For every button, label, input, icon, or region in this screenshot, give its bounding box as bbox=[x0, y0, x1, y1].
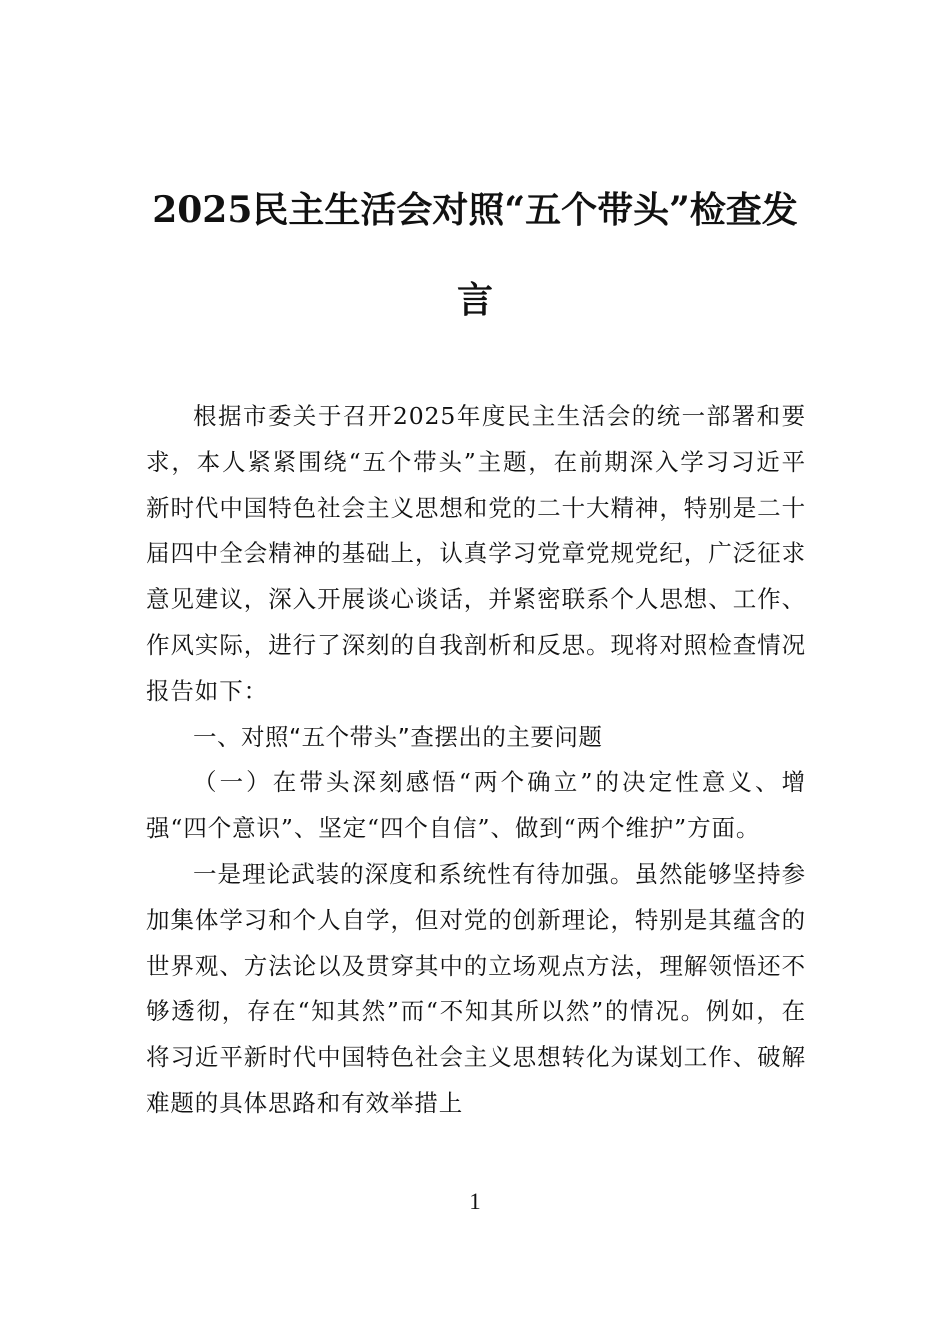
subsection-heading: （一）在带头深刻感悟“两个确立”的决定性意义、增强“四个意识”、坚定“四个自信”、做到“两个维护”方面。 bbox=[146, 768, 806, 843]
document-title: 2025民主生活会对照“五个带头”检查发言 bbox=[152, 189, 798, 321]
intro-paragraph: 根据市委关于召开2025年度民主生活会的统一部署和要求，本人紧紧围绕“五个带头”主题，在前期深入学习习近平新时代中国特色社会主义思想和党的二十大精神，特别是二十届四中全会精神的基础上，认真学习党章党规党纪，广泛征求意见建议，深入开展谈心谈话，并紧密联系个人思想、工作、作风实际，进行了深刻的自我剖析和反思。现将对照检查情况报告如下： bbox=[146, 402, 806, 705]
page-number: 1 bbox=[469, 1189, 481, 1214]
point-paragraph: 一是理论武装的深度和系统性有待加强。虽然能够坚持参加集体学习和个人自学，但对党的创新理论，特别是其蕴含的世界观、方法论以及贯穿其中的立场观点方法，理解领悟还不够透彻，存在“知其然”而“不知其所以然”的情况。例如，在将习近平新时代中国特色社会主义思想转化为谋划工作、破解难题的具体思路和有效举措上 bbox=[146, 859, 806, 1117]
document-body bbox=[146, 394, 806, 1127]
section-heading: 一、对照“五个带头”查摆出的主要问题 bbox=[193, 722, 603, 751]
